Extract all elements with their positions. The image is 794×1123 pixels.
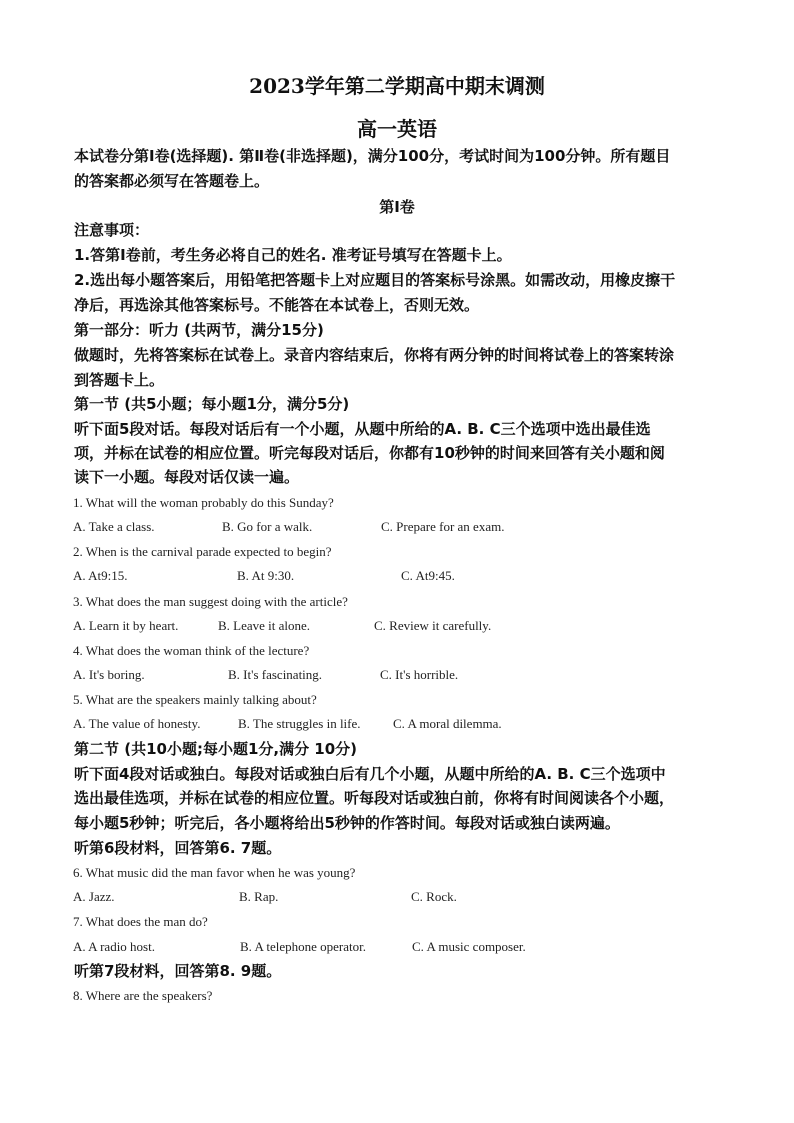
q3-option-b: B. Leave it alone.: [218, 618, 311, 633]
part1-desc-2: 到答题卡上。: [74, 371, 165, 389]
q4-option-b: B. It's fascinating.: [228, 667, 323, 682]
q4-option-c: C. It's horrible.: [380, 667, 459, 682]
question-5: 5. What are the speakers mainly talking about?: [73, 692, 317, 707]
part1-heading: 第一部分：听力 (共两节，满分15分): [74, 321, 324, 339]
material-6-heading: 听第6段材料，回答第6. 7题。: [74, 839, 282, 857]
q5-option-b: B. The struggles in life.: [238, 716, 361, 731]
intro-line-1: 本试卷分第Ⅰ卷(选择题). 第Ⅱ卷(非选择题)，满分100分，考试时间为100分钟。所有题目: [74, 147, 671, 165]
note-2-line-2: 净后，再选涂其他答案标号。不能答在本试卷上，否则无效。: [74, 296, 480, 314]
intro-line-2: 的答案都必须写在答题卷上。: [74, 172, 270, 190]
exam-subtitle: 高一英语: [357, 117, 437, 141]
note-1: 1.答第Ⅰ卷前，考生务必将自己的姓名. 准考证号填写在答题卡上。: [74, 246, 512, 264]
q7-option-c: C. A music composer.: [412, 939, 526, 954]
material-7-heading: 听第7段材料，回答第8. 9题。: [74, 962, 282, 980]
question-3: 3. What does the man suggest doing with the article?: [73, 594, 348, 609]
q7-option-a: A. A radio host.: [73, 939, 155, 954]
q6-option-a: A. Jazz.: [73, 889, 115, 904]
q7-option-b: B. A telephone operator.: [240, 939, 367, 954]
section2-desc-3: 每小题5秒钟；听完后，各小题将给出5秒钟的作答时间。每段对话或独白读两遍。: [74, 814, 620, 832]
q4-option-a: A. It's boring.: [73, 667, 145, 682]
question-4: 4. What does the woman think of the lecture?: [73, 643, 310, 658]
q2-option-c: C. At9:45.: [401, 568, 455, 583]
q2-option-b: B. At 9:30.: [237, 568, 295, 583]
section2-desc-1: 听下面4段对话或独白。每段对话或独白后有几个小题，从题中所给的A. B. C三个选项中: [74, 765, 666, 783]
q3-option-a: A. Learn it by heart.: [73, 618, 179, 633]
question-7: 7. What does the man do?: [73, 914, 208, 929]
q1-option-c: C. Prepare for an exam.: [381, 519, 505, 534]
q1-option-b: B. Go for a walk.: [222, 519, 313, 534]
question-2: 2. When is the carnival parade expected to begin?: [73, 544, 332, 559]
q5-option-a: A. The value of honesty.: [73, 716, 201, 731]
section1-desc-3: 读下一小题。每段对话仅读一遍。: [74, 468, 300, 486]
section2-desc-2: 选出最佳选项，并标在试卷的相应位置。听每段对话或独白前，你将有时间阅读各个小题，: [74, 789, 675, 807]
question-8: 8. Where are the speakers?: [73, 988, 213, 1003]
question-1: 1. What will the woman probably do this Sunday?: [73, 495, 334, 510]
q1-option-a: A. Take a class.: [73, 519, 155, 534]
note-2-line-1: 2.选出每小题答案后，用铅笔把答题卡上对应题目的答案标号涂黑。如需改动，用橡皮擦干: [74, 271, 676, 289]
section1-heading: 第一节 (共5小题；每小题1分，满分5分): [74, 395, 350, 413]
section1-desc-2: 项，并标在试卷的相应位置。听完每段对话后，你都有10秒钟的时间来回答有关小题和阅: [74, 444, 665, 462]
q6-option-b: B. Rap.: [239, 889, 279, 904]
q5-option-c: C. A moral dilemma.: [393, 716, 502, 731]
section2-heading: 第二节 (共10小题;每小题1分,满分 10分): [74, 740, 358, 758]
q2-option-a: A. At9:15.: [73, 568, 128, 583]
volume-heading: 第Ⅰ卷: [379, 198, 415, 216]
part1-desc-1: 做题时，先将答案标在试卷上。录音内容结束后，你将有两分钟的时间将试卷上的答案转涂: [74, 346, 675, 364]
q6-option-c: C. Rock.: [411, 889, 457, 904]
question-6: 6. What music did the man favor when he was young?: [73, 865, 356, 880]
notes-heading: 注意事项：: [74, 221, 150, 239]
q3-option-c: C. Review it carefully.: [374, 618, 492, 633]
section1-desc-1: 听下面5段对话。每段对话后有一个小题，从题中所给的A. B. C三个选项中选出最佳选: [74, 420, 651, 438]
exam-title: 2023学年第二学期高中期末调测: [249, 74, 545, 98]
